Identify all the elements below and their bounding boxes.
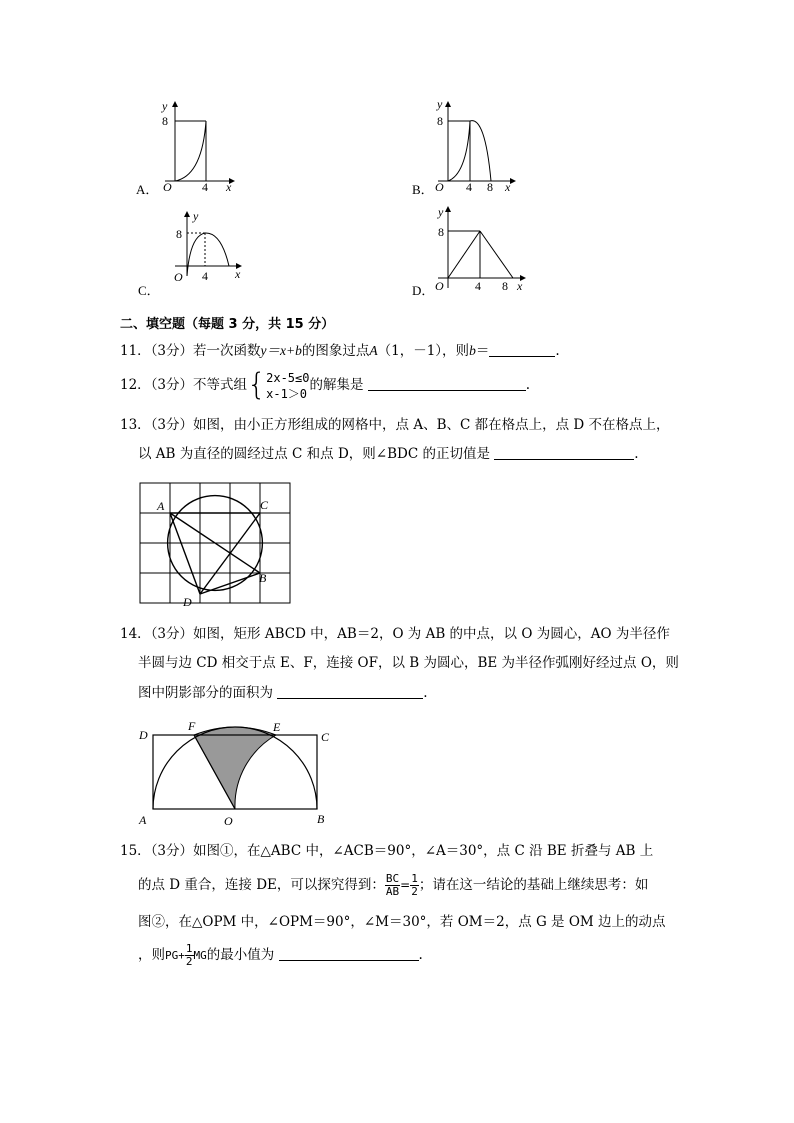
svg-text:A: A <box>157 499 165 513</box>
svg-text:B: B <box>259 571 267 585</box>
question-14-line-1: 14．（3分）如图，矩形 ABCD 中，AB＝2，O 为 AB 的中点，以 O 为圆心，AO 为半径作 <box>120 626 670 642</box>
svg-text:E: E <box>273 720 281 734</box>
x-tick: 4 <box>202 180 208 194</box>
svg-text:B: B <box>317 812 325 826</box>
option-a-label: A． <box>136 182 159 197</box>
svg-text:x: x <box>517 279 523 293</box>
svg-text:O: O <box>224 814 233 828</box>
question-14-line-2: 半圆与边 CD 相交于点 E、F，连接 OF，以 B 为圆心，BE 为半径作弧刚好经过点 O，则 <box>138 655 679 671</box>
svg-text:F: F <box>188 719 196 733</box>
figure-q13-grid-circle <box>135 478 300 608</box>
question-15-line-4: ，则PG+ $\frac{1}{2}$ MG的最小值为 . <box>138 942 423 968</box>
question-15-line-2: 的点 D 重合，连接 DE，可以探究得到： $\frac{BC}{AB}$ = $\frac{1}{2}$ ；请在这一结论的基础上继续思考：如 <box>138 872 649 898</box>
y-label: y <box>162 99 168 113</box>
svg-text:O: O <box>174 270 183 284</box>
answer-blank-13 <box>494 445 634 460</box>
svg-text:x: x <box>235 267 241 281</box>
svg-text:8: 8 <box>437 114 443 128</box>
question-14-line-3: 图中阴影部分的面积为 . <box>138 685 428 701</box>
figure-q14-rectangle-semicircle <box>135 716 340 828</box>
graph-b-svg <box>425 96 525 196</box>
answer-blank-11 <box>489 342 555 357</box>
question-11: 11．（3分）若一次函数y＝x+b的图象过点A（1，－1），则b＝ . <box>120 343 560 359</box>
graph-c-svg <box>165 208 255 288</box>
graph-a-svg <box>150 96 250 196</box>
svg-text:O: O <box>435 279 444 293</box>
svg-text:C: C <box>321 730 330 744</box>
option-b-label: B． <box>412 182 434 197</box>
option-d-label: D． <box>412 283 435 298</box>
svg-text:8: 8 <box>438 225 444 239</box>
svg-text:y: y <box>193 209 199 223</box>
answer-blank-15 <box>279 946 419 961</box>
option-c-label: C． <box>138 283 160 298</box>
answer-blank-14 <box>277 684 423 699</box>
svg-text:A: A <box>139 813 147 827</box>
origin-label: O <box>163 180 172 194</box>
svg-text:C: C <box>260 498 269 512</box>
svg-text:8: 8 <box>502 279 508 293</box>
shaded-region <box>194 727 276 809</box>
y-tick: 8 <box>162 114 168 128</box>
question-15-line-3: 图②，在△OPM 中，∠OPM＝90°，∠M＝30°，若 OM＝2，点 G 是 OM 边上的动点 <box>138 914 666 930</box>
svg-text:x: x <box>505 180 511 194</box>
question-15-line-1: 15．（3分）如图①，在△ABC 中，∠ACB＝90°，∠A＝30°，点 C 沿 BE 折叠与 AB 上 <box>120 843 654 859</box>
svg-text:4: 4 <box>202 269 208 283</box>
question-12: 12．（3分）不等式组{ 2x-5≤0 x-1＞0 的解集是 . <box>120 367 531 403</box>
curve <box>175 121 206 181</box>
svg-text:4: 4 <box>466 180 472 194</box>
svg-text:y: y <box>437 97 443 111</box>
svg-text:4: 4 <box>475 279 481 293</box>
svg-text:D: D <box>139 728 148 742</box>
svg-text:D: D <box>183 595 192 608</box>
question-13-line-1: 13．（3分）如图，由小正方形组成的网格中，点 A、B、C 都在格点上，点 D 不在格点上， <box>120 417 670 433</box>
x-label: x <box>226 180 232 194</box>
svg-text:8: 8 <box>487 180 493 194</box>
section-title: 二、填空题（每题 3 分，共 15 分） <box>120 317 335 332</box>
question-13-line-2: 以 AB 为直径的圆经过点 C 和点 D，则∠BDC 的正切值是 . <box>138 446 639 462</box>
svg-text:O: O <box>435 180 444 194</box>
answer-blank-12 <box>368 376 526 391</box>
graph-d-svg <box>425 203 535 298</box>
svg-text:y: y <box>438 205 444 219</box>
svg-text:8: 8 <box>176 227 182 241</box>
